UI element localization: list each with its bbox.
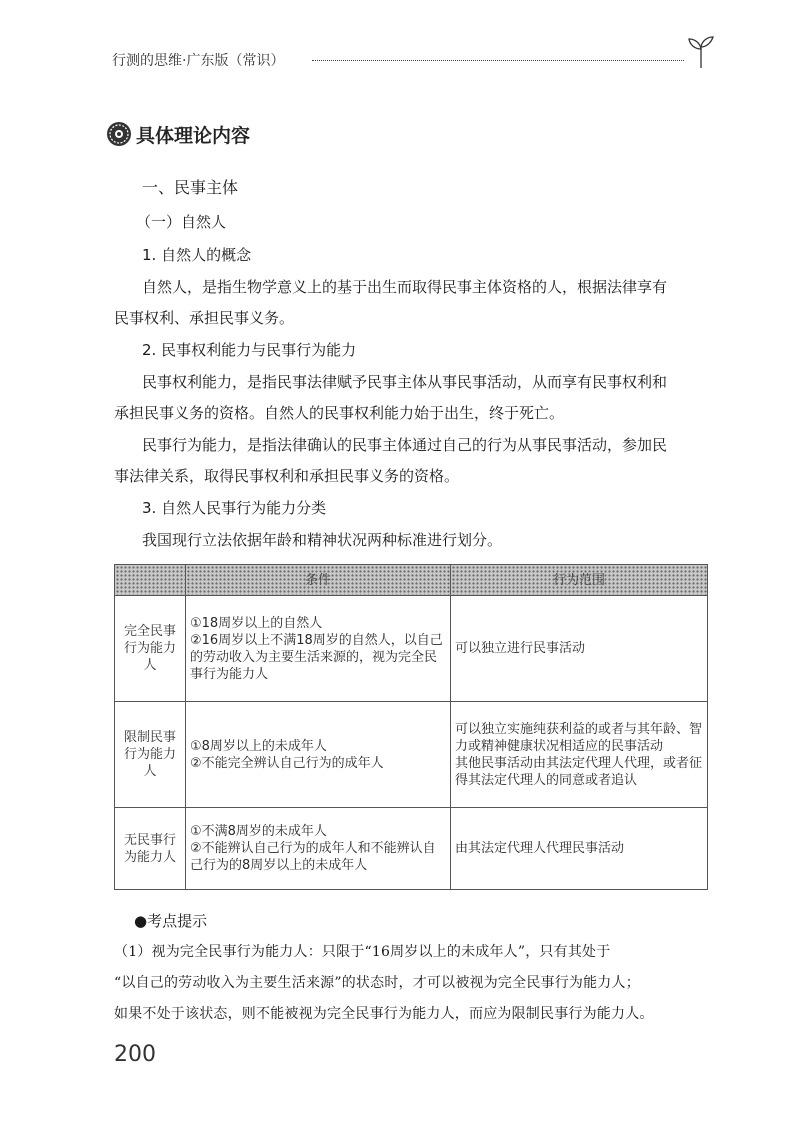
conditions-cell — [186, 808, 451, 890]
paragraph-line: 事法律关系，取得民事权利和承担民事义务的资格。 — [114, 467, 460, 485]
condition-line: ②不能完全辨认自己行为的成年人 — [190, 755, 384, 771]
table-row — [115, 808, 708, 890]
paragraph-line: 民事权利、承担民事义务。 — [114, 309, 295, 327]
scope-line: 可以独立进行民事活动 — [455, 641, 586, 657]
tips-title: ●考点提示 — [134, 912, 208, 930]
tips-line: （1）视为完全民事行为能力人：只限于“16周岁以上的未成年人”，只有其处于 — [114, 944, 611, 960]
table-row — [115, 596, 708, 702]
heading-level2: （一）自然人 — [136, 213, 227, 231]
running-header — [112, 48, 712, 72]
flower-badge-icon — [106, 121, 132, 147]
category-cell: 完全民事行为能力人 — [115, 596, 186, 702]
heading-level1: 一、民事主体 — [142, 178, 239, 197]
heading-level3-concept: 1. 自然人的概念 — [142, 246, 252, 264]
table-header-cell: 行为范围 — [451, 565, 708, 596]
condition-line: ①8周岁以上的未成年人 — [190, 738, 327, 754]
tips-line: “以自己的劳动收入为主要生活来源”的状态时，才可以被视为完全民事行为能力人； — [114, 975, 640, 991]
condition-line: ②16周岁以上不满18周岁的自然人，以自己的劳动收入为主要生活来源的，视为完全民事行为能力人 — [190, 632, 443, 682]
header-dotted-rule — [312, 60, 684, 61]
scope-cell — [451, 808, 708, 890]
conditions-cell — [186, 702, 451, 808]
section-title-text: 具体理论内容 — [136, 124, 251, 147]
condition-line: ①不满8周岁的未成年人 — [190, 824, 327, 840]
table-header-cell: 条件 — [186, 565, 451, 596]
paragraph-line: 自然人，是指生物学意义上的基于出生而取得民事主体资格的人，根据法律享有 — [142, 278, 668, 296]
paragraph-line: 承担民事义务的资格。自然人的民事权利能力始于出生，终于死亡。 — [114, 404, 565, 422]
category-cell: 限制民事行为能力人 — [115, 702, 186, 808]
scope-cell — [451, 702, 708, 808]
table-header-row — [115, 565, 708, 596]
condition-line: ②不能辨认自己行为的成年人和不能辨认自己行为的8周岁以上的未成年人 — [190, 841, 436, 874]
category-cell: 无民事行为能力人 — [115, 808, 186, 890]
scope-line: 由其法定代理人代理民事活动 — [455, 841, 625, 857]
paragraph-line: 我国现行立法依据年龄和精神状况两种标准进行划分。 — [142, 531, 503, 549]
running-title: 行测的思维·广东版（常识） — [112, 53, 285, 69]
condition-line: ①18周岁以上的自然人 — [190, 615, 323, 631]
heading-level3-classification: 3. 自然人民事行为能力分类 — [142, 499, 327, 517]
sprout-icon — [686, 34, 716, 70]
capacity-table — [114, 564, 708, 890]
scope-line: 其他民事活动由其法定代理人代理，或者征得其法定代理人的同意或者追认 — [455, 755, 703, 788]
paragraph-line: 民事权利能力，是指民事法律赋予民事主体从事民事活动，从而享有民事权利和 — [142, 373, 668, 391]
table-header-cell — [115, 565, 186, 596]
scope-line: 可以独立实施纯获利益的或者与其年龄、智力或精神健康状况相适应的民事活动 — [455, 721, 703, 754]
section-title — [106, 120, 250, 148]
table-row — [115, 702, 708, 808]
scope-cell — [451, 596, 708, 702]
heading-level3-capacity: 2. 民事权利能力与民事行为能力 — [142, 341, 357, 359]
paragraph-line: 民事行为能力，是指法律确认的民事主体通过自己的行为从事民事活动，参加民 — [142, 436, 668, 454]
conditions-cell — [186, 596, 451, 702]
page-number: 200 — [114, 1042, 156, 1067]
tips-line: 如果不处于该状态，则不能被视为完全民事行为能力人，而应为限制民事行为能力人。 — [114, 1006, 654, 1022]
